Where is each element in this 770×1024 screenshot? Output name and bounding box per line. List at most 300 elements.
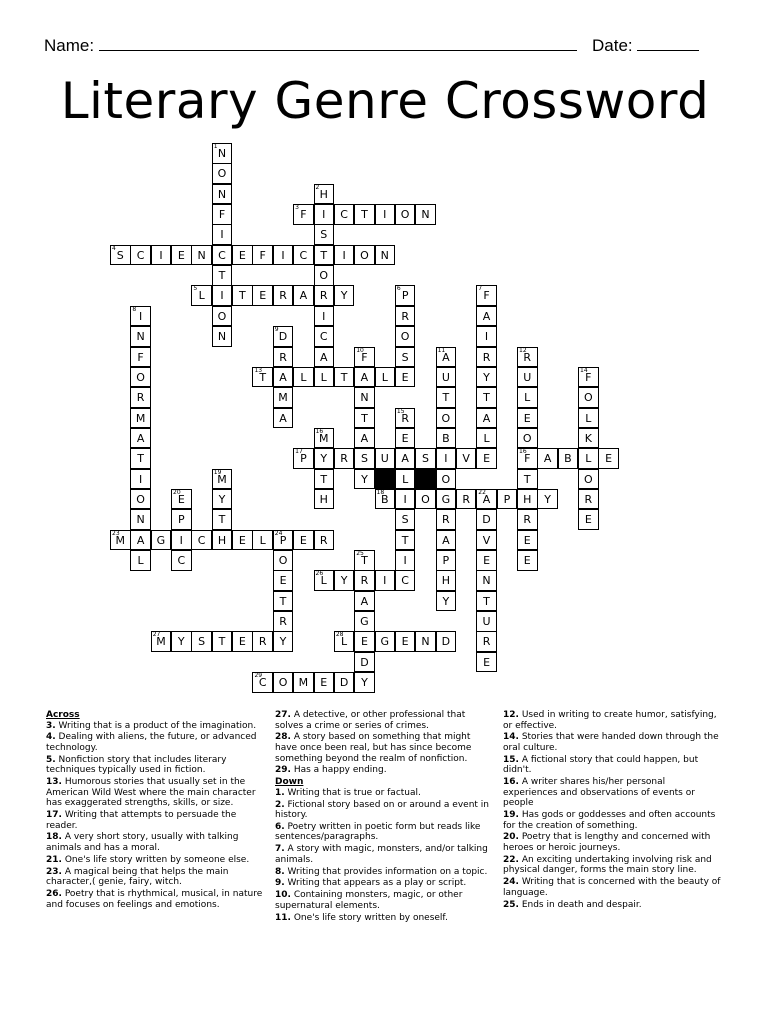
grid-cell[interactable]	[273, 367, 294, 388]
clue-number: 19	[213, 468, 222, 476]
grid-cell[interactable]	[212, 245, 233, 266]
cell-letter: Y	[340, 289, 348, 303]
clue-item	[275, 822, 489, 843]
grid-cell[interactable]	[232, 245, 253, 266]
grid-cell[interactable]	[130, 428, 151, 449]
grid-cell[interactable]	[212, 509, 233, 530]
clue-number: 28	[335, 631, 344, 639]
clue-number: 16	[519, 448, 527, 456]
clue-item	[275, 732, 489, 764]
grid-cell[interactable]	[171, 550, 192, 571]
cell-letter: I	[220, 289, 224, 303]
cell-letter: C	[218, 248, 226, 262]
grid-cell[interactable]	[191, 245, 212, 266]
name-blank[interactable]	[99, 34, 577, 51]
grid-cell[interactable]	[395, 469, 416, 490]
grid-cell[interactable]	[395, 570, 416, 591]
clue-number: 24	[274, 529, 283, 537]
grid-cell[interactable]	[191, 530, 212, 551]
cell-letter: N	[217, 147, 227, 160]
grid-cell[interactable]	[130, 509, 151, 530]
grid-cell[interactable]	[130, 306, 151, 327]
grid-cell[interactable]	[293, 672, 314, 693]
grid-cell[interactable]	[476, 285, 497, 306]
grid-cell[interactable]	[436, 530, 457, 551]
grid-cell[interactable]	[252, 530, 273, 551]
grid-cell[interactable]	[415, 631, 436, 652]
grid-cell[interactable]	[212, 265, 233, 286]
grid-cell[interactable]	[436, 509, 457, 530]
cell-letter: I	[383, 208, 387, 222]
grid-cell[interactable]	[130, 408, 151, 429]
cell-letter: F	[259, 248, 266, 262]
grid-cell[interactable]	[558, 448, 579, 469]
grid-cell[interactable]	[436, 408, 457, 429]
grid-cell[interactable]	[273, 408, 294, 429]
grid-cell[interactable]	[354, 387, 375, 408]
grid-cell[interactable]	[314, 306, 335, 327]
grid-cell[interactable]	[476, 408, 497, 429]
grid-cell[interactable]	[130, 367, 151, 388]
grid-cell[interactable]	[375, 489, 396, 510]
grid-cell[interactable]	[578, 387, 599, 408]
cell-letter: S	[401, 350, 409, 364]
cell-letter: T	[442, 391, 450, 405]
grid-cell[interactable]	[273, 631, 294, 652]
grid-cell[interactable]	[314, 245, 335, 266]
grid-cell[interactable]	[395, 306, 416, 327]
grid-cell[interactable]	[436, 591, 457, 612]
clue-text: Poetry that is lengthy and concerned with heroes or heroic journeys.	[503, 832, 711, 854]
grid-cell[interactable]	[436, 448, 457, 469]
clue-text: Nonfiction story that includes literary techniques typically used in fiction.	[46, 754, 227, 776]
clue-item	[275, 890, 489, 911]
clue-section-heading: Across	[46, 710, 80, 720]
grid-cell[interactable]	[476, 387, 497, 408]
grid-cell[interactable]	[415, 448, 436, 469]
grid-cell[interactable]	[436, 550, 457, 571]
grid-cell[interactable]	[212, 184, 233, 205]
grid-cell[interactable]	[436, 428, 457, 449]
grid-cell[interactable]	[252, 631, 273, 652]
grid-cell[interactable]	[293, 367, 314, 388]
clue-item	[275, 913, 489, 924]
grid-cell[interactable]	[375, 367, 396, 388]
grid-cell[interactable]	[293, 448, 314, 469]
grid-cell[interactable]	[517, 387, 538, 408]
grid-cell[interactable]	[476, 326, 497, 347]
grid-cell[interactable]	[415, 204, 436, 225]
grid-cell[interactable]	[314, 347, 335, 368]
grid-cell[interactable]	[212, 163, 233, 184]
clue-number: 29.	[275, 765, 291, 776]
grid-cell[interactable]	[130, 387, 151, 408]
grid-cell[interactable]	[395, 347, 416, 368]
grid-cell[interactable]	[314, 326, 335, 347]
grid-cell[interactable]	[476, 570, 497, 591]
cell-letter: D	[441, 635, 451, 649]
grid-cell[interactable]	[334, 448, 355, 469]
clue-number: 5	[193, 285, 198, 293]
grid-cell[interactable]	[314, 204, 335, 225]
grid-cell[interactable]	[130, 326, 151, 347]
grid-cell[interactable]	[151, 245, 172, 266]
grid-cell[interactable]	[578, 509, 599, 530]
grid-cell[interactable]	[476, 428, 497, 449]
grid-cell[interactable]	[395, 204, 416, 225]
grid-cell[interactable]	[375, 570, 396, 591]
clue-item	[275, 788, 489, 799]
grid-cell[interactable]	[476, 652, 497, 673]
grid-cell[interactable]	[110, 245, 131, 266]
grid-cell[interactable]	[314, 265, 335, 286]
grid-cell[interactable]	[537, 448, 558, 469]
grid-cell[interactable]	[578, 367, 599, 388]
grid-cell[interactable]	[314, 530, 335, 551]
grid-cell[interactable]	[273, 326, 294, 347]
grid-cell[interactable]	[476, 347, 497, 368]
grid-cell[interactable]	[497, 489, 518, 510]
grid-cell[interactable]	[273, 611, 294, 632]
cell-letter: H	[217, 533, 227, 547]
name-field[interactable]	[44, 34, 577, 56]
grid-cell[interactable]	[456, 448, 477, 469]
grid-cell[interactable]	[212, 204, 233, 225]
grid-cell[interactable]	[130, 245, 151, 266]
grid-cell[interactable]	[130, 469, 151, 490]
grid-cell[interactable]	[395, 530, 416, 551]
clue-number: 27.	[275, 710, 291, 720]
grid-cell[interactable]	[578, 469, 599, 490]
grid-cell[interactable]	[395, 285, 416, 306]
grid-cell[interactable]	[171, 489, 192, 510]
grid-cell[interactable]	[314, 489, 335, 510]
grid-cell[interactable]	[476, 550, 497, 571]
grid-cell[interactable]	[354, 611, 375, 632]
cell-letter: G	[360, 615, 369, 629]
grid-cell[interactable]	[171, 631, 192, 652]
cell-letter: M	[217, 472, 227, 486]
grid-cell[interactable]	[293, 285, 314, 306]
grid-cell[interactable]	[273, 530, 294, 551]
cell-letter: N	[421, 635, 430, 649]
cell-letter: E	[177, 492, 185, 506]
cell-letter: I	[383, 574, 387, 588]
grid-cell[interactable]	[314, 367, 335, 388]
cell-letter: C	[340, 208, 348, 222]
grid-cell[interactable]	[130, 347, 151, 368]
grid-cell[interactable]	[334, 570, 355, 591]
grid-cell[interactable]	[191, 285, 212, 306]
cell-letter: I	[342, 248, 346, 262]
grid-cell[interactable]	[476, 591, 497, 612]
clue-item	[46, 889, 264, 910]
grid-cell[interactable]	[517, 469, 538, 490]
grid-cell[interactable]	[375, 448, 396, 469]
grid-cell[interactable]	[395, 367, 416, 388]
grid-cell[interactable]	[578, 489, 599, 510]
cell-letter: O	[441, 472, 451, 486]
grid-cell[interactable]	[171, 245, 192, 266]
page-title: Literary Genre Crossword	[60, 72, 710, 130]
grid-cell[interactable]	[130, 489, 151, 510]
cell-letter: N	[482, 574, 491, 588]
cell-letter: E	[320, 676, 328, 690]
grid-cell[interactable]	[252, 285, 273, 306]
grid-cell[interactable]	[130, 550, 151, 571]
date-field[interactable]	[592, 34, 699, 56]
grid-cell[interactable]	[354, 570, 375, 591]
clue-item	[46, 867, 264, 888]
cell-letter: O	[319, 269, 329, 283]
grid-cell[interactable]	[334, 245, 355, 266]
grid-cell[interactable]	[476, 448, 497, 469]
grid-cell[interactable]	[476, 489, 497, 510]
clue-text: One's life story written by oneself.	[290, 912, 448, 923]
grid-cell[interactable]	[598, 448, 619, 469]
cell-letter: A	[482, 492, 491, 506]
grid-cell[interactable]	[578, 408, 599, 429]
cell-letter: N	[360, 391, 369, 405]
grid-cell[interactable]	[212, 530, 233, 551]
grid-cell[interactable]	[130, 530, 151, 551]
grid-cell[interactable]	[130, 448, 151, 469]
clue-number: 5.	[46, 754, 56, 765]
clue-number: 11.	[275, 912, 291, 923]
cell-letter: N	[136, 513, 145, 527]
cell-letter: I	[444, 452, 448, 466]
clue-number: 26	[315, 570, 324, 578]
cell-letter: Y	[177, 635, 185, 649]
clue-text: Used in writing to create humor, satisfying, or effective.	[503, 710, 717, 731]
grid-cell[interactable]	[476, 530, 497, 551]
cell-letter: N	[136, 330, 145, 344]
cell-letter: E	[584, 513, 592, 527]
clue-text: A fictional story that could happen, but didn't.	[503, 754, 699, 776]
grid-cell[interactable]	[354, 367, 375, 388]
grid-cell[interactable]	[476, 509, 497, 530]
grid-cell[interactable]	[517, 550, 538, 571]
cell-letter: R	[340, 452, 348, 466]
grid-cell[interactable]	[334, 631, 355, 652]
grid-cell[interactable]	[476, 611, 497, 632]
grid-cell[interactable]	[252, 367, 273, 388]
grid-cell[interactable]	[395, 428, 416, 449]
grid-cell[interactable]	[354, 204, 375, 225]
grid-cell[interactable]	[395, 631, 416, 652]
grid-cell[interactable]	[395, 326, 416, 347]
grid-cell[interactable]	[273, 245, 294, 266]
grid-cell[interactable]	[334, 204, 355, 225]
cell-letter: A	[299, 289, 308, 303]
clue-text: A detective, or other professional that solves a crime or series of crimes.	[275, 710, 466, 731]
clue-number: 25	[356, 550, 364, 557]
grid-cell[interactable]	[415, 489, 436, 510]
grid-cell[interactable]	[273, 347, 294, 368]
clue-text: A very short story, usually with talking animals and has a moral.	[46, 832, 239, 854]
grid-cell[interactable]	[436, 347, 457, 368]
date-blank[interactable]	[637, 34, 699, 51]
grid-cell[interactable]	[517, 428, 538, 449]
cell-letter: O	[278, 676, 288, 690]
grid-cell[interactable]	[537, 489, 558, 510]
grid-cell[interactable]	[354, 591, 375, 612]
grid-cell[interactable]	[314, 224, 335, 245]
grid-cell[interactable]	[212, 631, 233, 652]
grid-cell[interactable]	[354, 408, 375, 429]
grid-cell[interactable]	[171, 509, 192, 530]
cell-letter: F	[585, 370, 592, 384]
grid-cell[interactable]	[375, 631, 396, 652]
grid-cell[interactable]	[578, 428, 599, 449]
clue-number: 10	[356, 346, 364, 354]
grid-cell[interactable]	[354, 631, 375, 652]
grid-cell[interactable]	[354, 550, 375, 571]
grid-cell[interactable]	[314, 428, 335, 449]
grid-cell[interactable]	[110, 530, 131, 551]
clue-number: 26.	[46, 889, 62, 899]
grid-cell[interactable]	[517, 347, 538, 368]
grid-cell[interactable]	[354, 347, 375, 368]
grid-cell[interactable]	[395, 509, 416, 530]
cell-letter: I	[403, 554, 407, 567]
grid-cell[interactable]	[395, 550, 416, 571]
grid-cell[interactable]	[314, 184, 335, 205]
grid-cell[interactable]	[171, 530, 192, 551]
grid-cell[interactable]	[252, 672, 273, 693]
grid-cell[interactable]	[273, 387, 294, 408]
cell-letter: H	[441, 574, 450, 588]
grid-cell[interactable]	[151, 631, 172, 652]
cell-letter: S	[360, 452, 368, 466]
cell-letter: R	[523, 513, 532, 527]
grid-cell[interactable]	[273, 285, 294, 306]
cell-letter: O	[421, 492, 430, 506]
clue-number: 25.	[503, 899, 519, 910]
grid-cell[interactable]	[273, 672, 294, 693]
grid-cell[interactable]	[476, 631, 497, 652]
grid-cell[interactable]	[436, 631, 457, 652]
grid-cell[interactable]	[436, 570, 457, 591]
grid-cell[interactable]	[354, 245, 375, 266]
grid-cell[interactable]	[273, 570, 294, 591]
grid-cell[interactable]	[334, 367, 355, 388]
grid-cell[interactable]	[273, 550, 294, 571]
cell-letter: T	[483, 391, 490, 405]
grid-cell[interactable]	[395, 448, 416, 469]
grid-cell[interactable]	[212, 326, 233, 347]
grid-cell[interactable]	[354, 448, 375, 469]
grid-cell[interactable]	[212, 306, 233, 327]
grid-cell[interactable]	[517, 448, 538, 469]
black-cell	[415, 469, 436, 490]
grid-cell[interactable]	[293, 245, 314, 266]
grid-cell[interactable]	[252, 245, 273, 266]
clue-number: 9.	[275, 878, 285, 889]
clue-number: 23	[112, 529, 120, 537]
clue-text: Poetry written in poetic form but reads like sentences/paragraphs.	[275, 821, 481, 843]
clue-number: 15.	[503, 754, 519, 765]
grid-cell[interactable]	[517, 408, 538, 429]
clue-item	[46, 777, 264, 809]
clue-item	[46, 732, 264, 753]
grid-cell[interactable]	[314, 285, 335, 306]
grid-cell[interactable]	[578, 448, 599, 469]
clue-number: 10.	[275, 890, 291, 901]
grid-cell[interactable]	[293, 204, 314, 225]
grid-cell[interactable]	[354, 469, 375, 490]
grid-cell[interactable]	[151, 530, 172, 551]
grid-cell[interactable]	[314, 570, 335, 591]
grid-cell[interactable]	[212, 489, 233, 510]
cell-letter: Y	[544, 492, 551, 506]
grid-cell[interactable]	[191, 631, 212, 652]
grid-cell[interactable]	[354, 428, 375, 449]
grid-cell[interactable]	[436, 489, 457, 510]
grid-cell[interactable]	[273, 591, 294, 612]
grid-cell[interactable]	[232, 530, 253, 551]
cell-letter: F	[218, 208, 226, 222]
grid-cell[interactable]	[293, 530, 314, 551]
grid-cell[interactable]	[212, 143, 233, 164]
grid-cell[interactable]	[334, 672, 355, 693]
grid-cell[interactable]	[517, 367, 538, 388]
clue-number: 29	[254, 672, 263, 680]
cell-letter: E	[238, 533, 246, 547]
cell-letter: O	[441, 411, 451, 425]
grid-cell[interactable]	[395, 489, 416, 510]
grid-cell[interactable]	[395, 408, 416, 429]
grid-cell[interactable]	[232, 631, 253, 652]
cell-letter: S	[116, 248, 124, 262]
grid-cell[interactable]	[314, 448, 335, 469]
cell-letter: A	[136, 431, 145, 445]
grid-cell[interactable]	[232, 285, 253, 306]
grid-cell[interactable]	[436, 387, 457, 408]
grid-cell[interactable]	[354, 652, 375, 673]
grid-cell[interactable]	[354, 672, 375, 693]
cell-letter: E	[605, 452, 613, 466]
grid-cell[interactable]	[314, 469, 335, 490]
clue-item	[503, 810, 721, 831]
grid-cell[interactable]	[476, 367, 497, 388]
grid-cell[interactable]	[436, 469, 457, 490]
grid-cell[interactable]	[517, 509, 538, 530]
cell-letter: O	[217, 167, 227, 181]
grid-cell[interactable]	[456, 489, 477, 510]
grid-cell[interactable]	[436, 367, 457, 388]
clue-item	[46, 832, 264, 853]
cell-letter: N	[421, 208, 430, 222]
grid-cell[interactable]	[517, 489, 538, 510]
grid-cell[interactable]	[212, 469, 233, 490]
grid-cell[interactable]	[517, 530, 538, 551]
grid-cell[interactable]	[212, 224, 233, 245]
clue-number: 2	[315, 183, 320, 191]
grid-cell[interactable]	[334, 285, 355, 306]
cell-letter: E	[523, 411, 531, 425]
cell-letter: U	[441, 370, 450, 384]
clue-number: 14.	[503, 732, 519, 743]
cell-letter: A	[279, 411, 287, 425]
grid-cell[interactable]	[375, 245, 396, 266]
grid-cell[interactable]	[314, 672, 335, 693]
grid-cell[interactable]	[476, 306, 497, 327]
grid-cell[interactable]	[212, 285, 233, 306]
grid-cell[interactable]	[375, 204, 396, 225]
clue-number: 4	[112, 244, 116, 252]
clue-number: 12.	[503, 710, 519, 720]
